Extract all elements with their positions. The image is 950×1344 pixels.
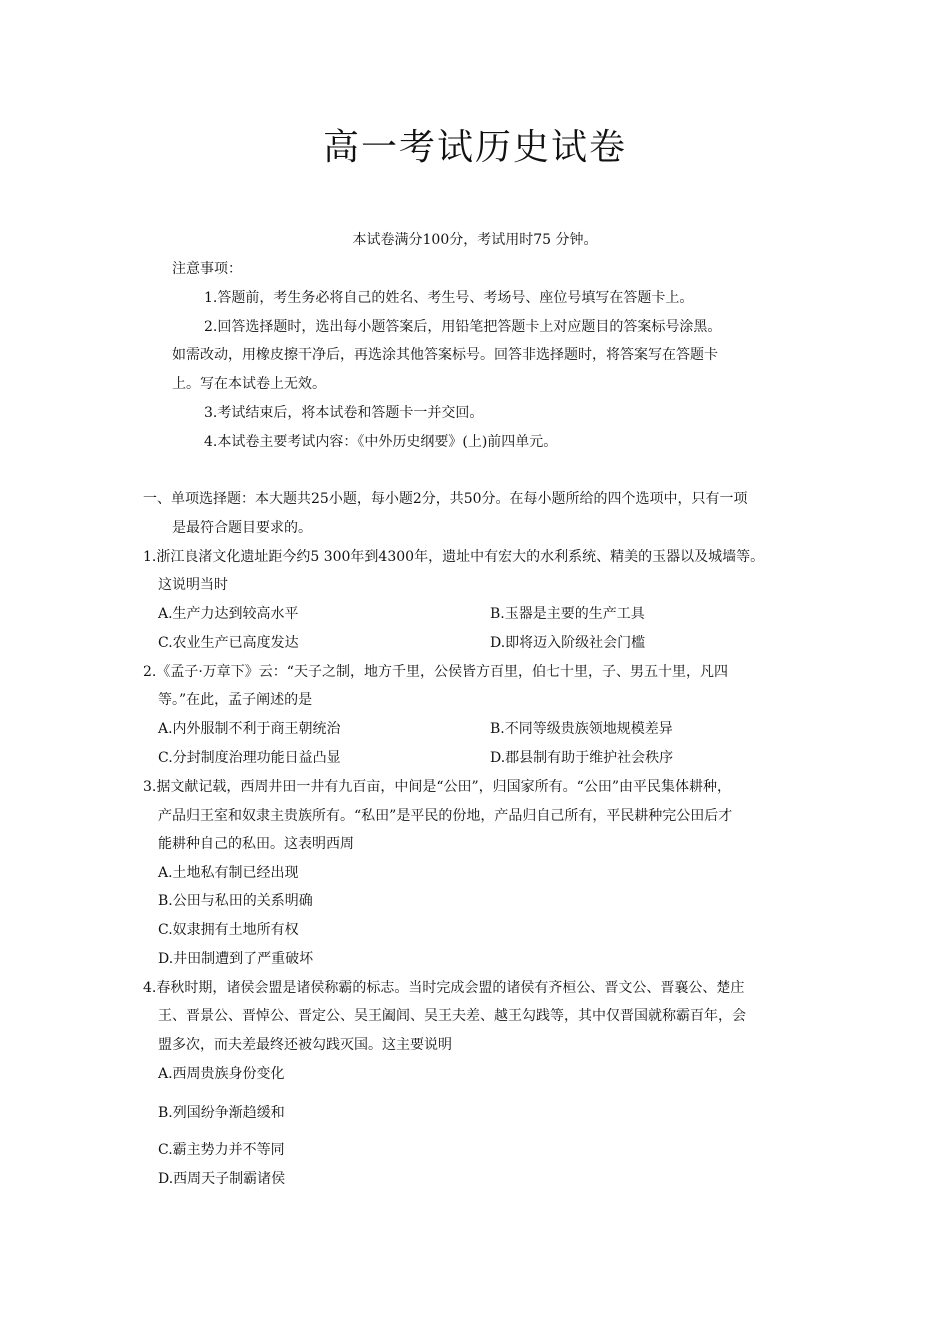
notice-item-1: 1.答题前，考生务必将自己的姓名、考生号、考场号、座位号填写在答题卡上。: [204, 290, 694, 306]
question-4-stem: 4.春秋时期，诸侯会盟是诸侯称霸的标志。当时完成会盟的诸侯有齐桓公、晋文公、晋襄公、楚庄: [143, 980, 745, 996]
question-1-option-c: C.农业生产已高度发达: [158, 635, 299, 651]
question-4-stem-cont: 王、晋景公、晋悼公、晋定公、吴王阖闾、吴王夫差、越王勾践等，其中仅晋国就称霸百年，会: [158, 1008, 746, 1024]
notice-item-2-cont: 如需改动，用橡皮擦干净后，再选涂其他答案标号。回答非选择题时，将答案写在答题卡: [172, 347, 718, 363]
question-3-option-c: C.奴隶拥有土地所有权: [158, 922, 299, 938]
question-1-stem-cont: 这说明当时: [158, 577, 228, 593]
exam-intro: 本试卷满分100分，考试用时75 分钟。: [352, 232, 598, 248]
question-2-option-d: D.郡县制有助于维护社会秩序: [490, 750, 674, 766]
question-2-option-c: C.分封制度治理功能日益凸显: [158, 750, 341, 766]
section-heading-cont: 是最符合题目要求的。: [172, 520, 312, 536]
page-title: 高一考试历史试卷: [322, 127, 627, 168]
question-1-option-d: D.即将迈入阶级社会门槛: [490, 635, 646, 651]
notice-item-2-cont: 上。写在本试卷上无效。: [172, 376, 326, 392]
question-1-option-a: A.生产力达到较高水平: [158, 606, 299, 622]
question-2-stem: 2.《孟子·万章下》云：“天子之制，地方千里，公侯皆方百里，伯七十里，子、男五十里，凡四: [143, 664, 728, 680]
question-3-stem: 3.据文献记载，西周井田一井有九百亩，中间是“公田”，归国家所有。“公田”由平民集体耕种，: [143, 779, 731, 795]
question-1-option-b: B.玉器是主要的生产工具: [490, 606, 645, 622]
question-1-stem: 1.浙江良渚文化遗址距今约5 300年到4300年，遗址中有宏大的水利系统、精美的玉器以及城墙等。: [143, 549, 765, 565]
question-3-stem-cont: 能耕种自己的私田。这表明西周: [158, 836, 354, 852]
question-3-option-b: B.公田与私田的关系明确: [158, 893, 313, 909]
question-4-option-c: C.霸主势力并不等同: [158, 1142, 285, 1158]
question-4-option-d: D.西周天子制霸诸侯: [158, 1171, 286, 1187]
notice-item-2: 2.回答选择题时，选出每小题答案后，用铅笔把答题卡上对应题目的答案标号涂黑。: [204, 319, 722, 335]
question-2-option-b: B.不同等级贵族领地规模差异: [490, 721, 673, 737]
notice-heading: 注意事项：: [172, 261, 242, 277]
question-3-option-d: D.井田制遭到了严重破坏: [158, 951, 314, 967]
notice-item-4: 4.本试卷主要考试内容：《中外历史纲要》(上)前四单元。: [204, 434, 558, 450]
question-2-option-a: A.内外服制不利于商王朝统治: [158, 721, 341, 737]
question-4-stem-cont: 盟多次，而夫差最终还被勾践灭国。这主要说明: [158, 1037, 452, 1053]
question-2-stem-cont: 等。”在此，孟子阐述的是: [158, 692, 313, 708]
notice-item-3: 3.考试结束后，将本试卷和答题卡一并交回。: [204, 405, 484, 421]
question-3-option-a: A.土地私有制已经出现: [158, 865, 299, 881]
question-4-option-b: B.列国纷争渐趋缓和: [158, 1105, 285, 1121]
question-3-stem-cont: 产品归王室和奴隶主贵族所有。“私田”是平民的份地，产品归自己所有，平民耕种完公田后才: [158, 808, 733, 824]
question-4-option-a: A.西周贵族身份变化: [158, 1066, 285, 1082]
section-heading: 一、单项选择题：本大题共25小题，每小题2分，共50分。在每小题所给的四个选项中，只有一项: [143, 491, 748, 507]
